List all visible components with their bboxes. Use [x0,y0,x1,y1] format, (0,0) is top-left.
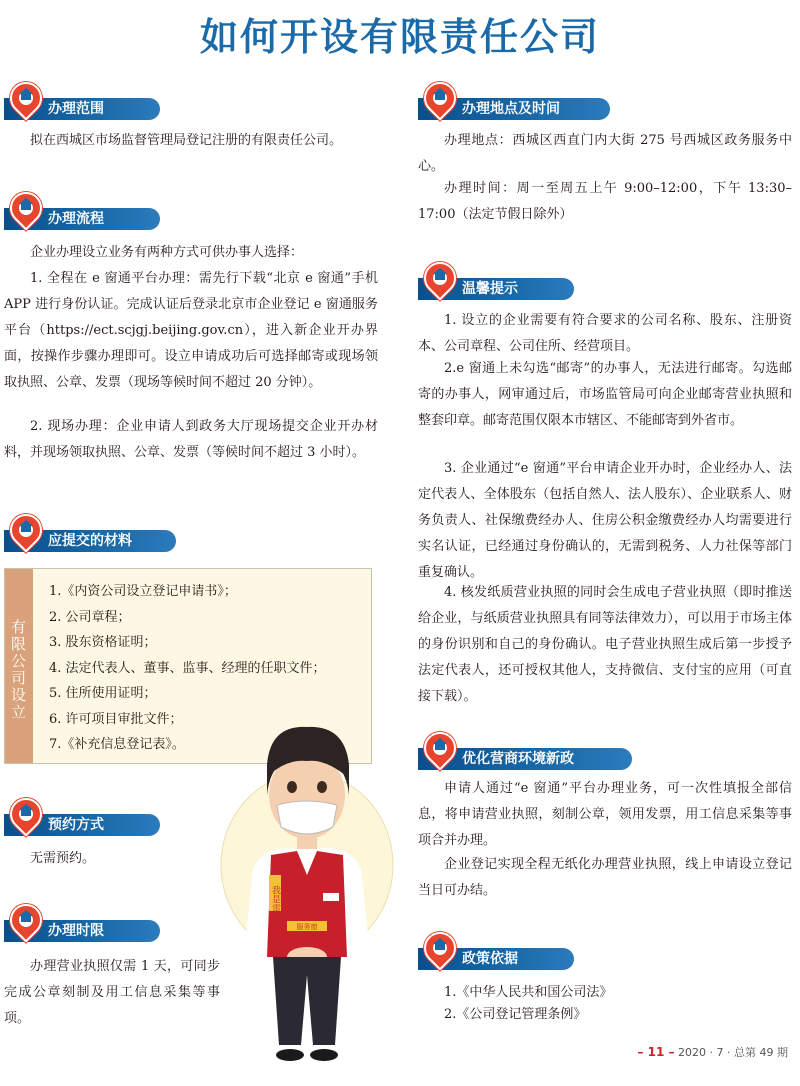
list-item: 2. 公司章程； [49,609,131,625]
page-title: 如何开设有限责任公司 [199,15,600,59]
scope-paragraph: 拟在西城区市场监督管理局登记注册的有限责任公司。 [30,133,343,148]
location-paragraph: 办理地点：西城区西直门内大街 275 号西城区政务服务中心。 [418,133,792,174]
apron-text: 服务窗 [296,923,318,931]
list-item: 7.《补充信息登记表》。 [49,737,185,752]
policy-item: 2.《公司登记管理条例》 [444,1007,587,1022]
process-paragraph: 2. 现场办理：企业申请人到政务大厅现场提交企业开办材料，并现场领取执照、公章、发票（等候时间不超过 3 小时）。 [4,419,378,460]
vest-badge-text: 我是雷 [270,885,280,913]
section-header-time-limit [4,912,160,942]
section-title: 温馨提示 [462,281,518,297]
policy-item: 1.《中华人民共和国公司法》 [444,985,613,1000]
house-icon [19,198,33,210]
page-number: – 11 – [637,1045,675,1059]
process-paragraph: 企业办理设立业务有两种方式可供办事人选择： [30,245,304,260]
tips-paragraph: 2.e 窗通上未勾选“邮寄”的办事人，无法进行邮寄。勾选邮寄的办事人，网审通过后，市场监管局可向企业邮寄营业执照和整套印章。邮寄范围仅限本市辖区、不能邮寄到外省市。 [418,361,792,428]
section-header-appointment [4,806,160,836]
list-item: 1.《内资公司设立登记申请书》； [49,584,237,599]
section-title: 政策依据 [462,951,518,967]
section-title: 办理范围 [48,101,104,117]
house-icon [433,268,447,280]
section-header-location [418,90,610,120]
house-icon [433,938,447,950]
section-header-scope [4,90,160,120]
section-title: 优化营商环境新政 [462,751,574,767]
list-item: 5. 住所使用证明； [49,686,157,701]
optimize-paragraph: 申请人通过“e 窗通”平台办理业务，可一次性填报全部信息，将申请营业执照，刻制公章，领用发票，用工信息采集等事项合并办理。 [418,781,792,848]
materials-tab-label: 有限公司设立 [11,618,27,721]
house-icon [19,88,33,100]
page-footer [637,1044,788,1060]
list-item: 3. 股东资格证明； [49,635,157,650]
section-title: 办理流程 [48,211,104,227]
service-staff-illustration [215,725,395,1065]
section-header-optimize [418,740,632,770]
house-icon [19,520,33,532]
tips-paragraph: 3. 企业通过“e 窗通”平台申请企业开办时，企业经办人、法定代表人、全体股东（包括自然人、法人股东）、企业联系人、财务负责人、社保缴费经办人、住房公积金缴费经办人均需要进行实名认证，已经通过身份确认的，无需到税务、人力社保等部门重复确认。 [418,461,792,580]
appointment-paragraph: 无需预约。 [30,851,96,866]
process-paragraph: 1. 全程在 e 窗通平台办理：需先行下载“北京 e 窗通”手机 APP 进行身份认证。完成认证后登录北京市企业登记 e 窗通服务平台（https://ect.scjgj.beijing.gov.cn），进入新企业开办界面，按操作步骤办理即可。设立申请成功后可选择邮寄或现场领取执照、公章、发票（现场等候时间不超过 20 分钟）。 [4,271,378,390]
section-header-policy [418,940,574,970]
house-icon [433,738,447,750]
issue-info: 2020 · 7 · 总第 49 期 [678,1046,788,1059]
house-icon [19,804,33,816]
tips-paragraph: 4. 核发纸质营业执照的同时会生成电子营业执照（即时推送给企业，与纸质营业执照具有同等法律效力），可以用于市场主体的身份识别和自己的身份确认。电子营业执照生成后第一步授予法定代表人，还可授权其他人，支持微信、支付宝的应用（可直接下载）。 [418,585,792,704]
location-paragraph: 办理时间：周一至周五上午 9:00–12:00，下午 13:30–17:00（法定节假日除外） [418,181,792,222]
tips-paragraph: 1. 设立的企业需要有符合要求的公司名称、股东、注册资本、公司章程、公司住所、经营项目。 [418,313,792,354]
time-limit-paragraph: 办理营业执照仅需 1 天，可同步完成公章刻制及用工信息采集等事项。 [4,959,220,1026]
optimize-paragraph: 企业登记实现全程无纸化办理营业执照，线上申请设立登记当日可办结。 [418,857,792,898]
house-icon [19,910,33,922]
materials-tab [5,569,33,763]
section-header-materials [4,522,176,552]
section-header-tips [418,270,574,300]
section-title: 办理地点及时间 [462,101,560,117]
section-header-process [4,200,160,230]
list-item: 4. 法定代表人、董事、监事、经理的任职文件； [49,660,326,676]
list-item: 6. 许可项目审批文件； [49,711,183,727]
section-title: 办理时限 [48,923,104,939]
section-title: 预约方式 [48,817,104,833]
section-title: 应提交的材料 [48,533,132,549]
house-icon [433,88,447,100]
